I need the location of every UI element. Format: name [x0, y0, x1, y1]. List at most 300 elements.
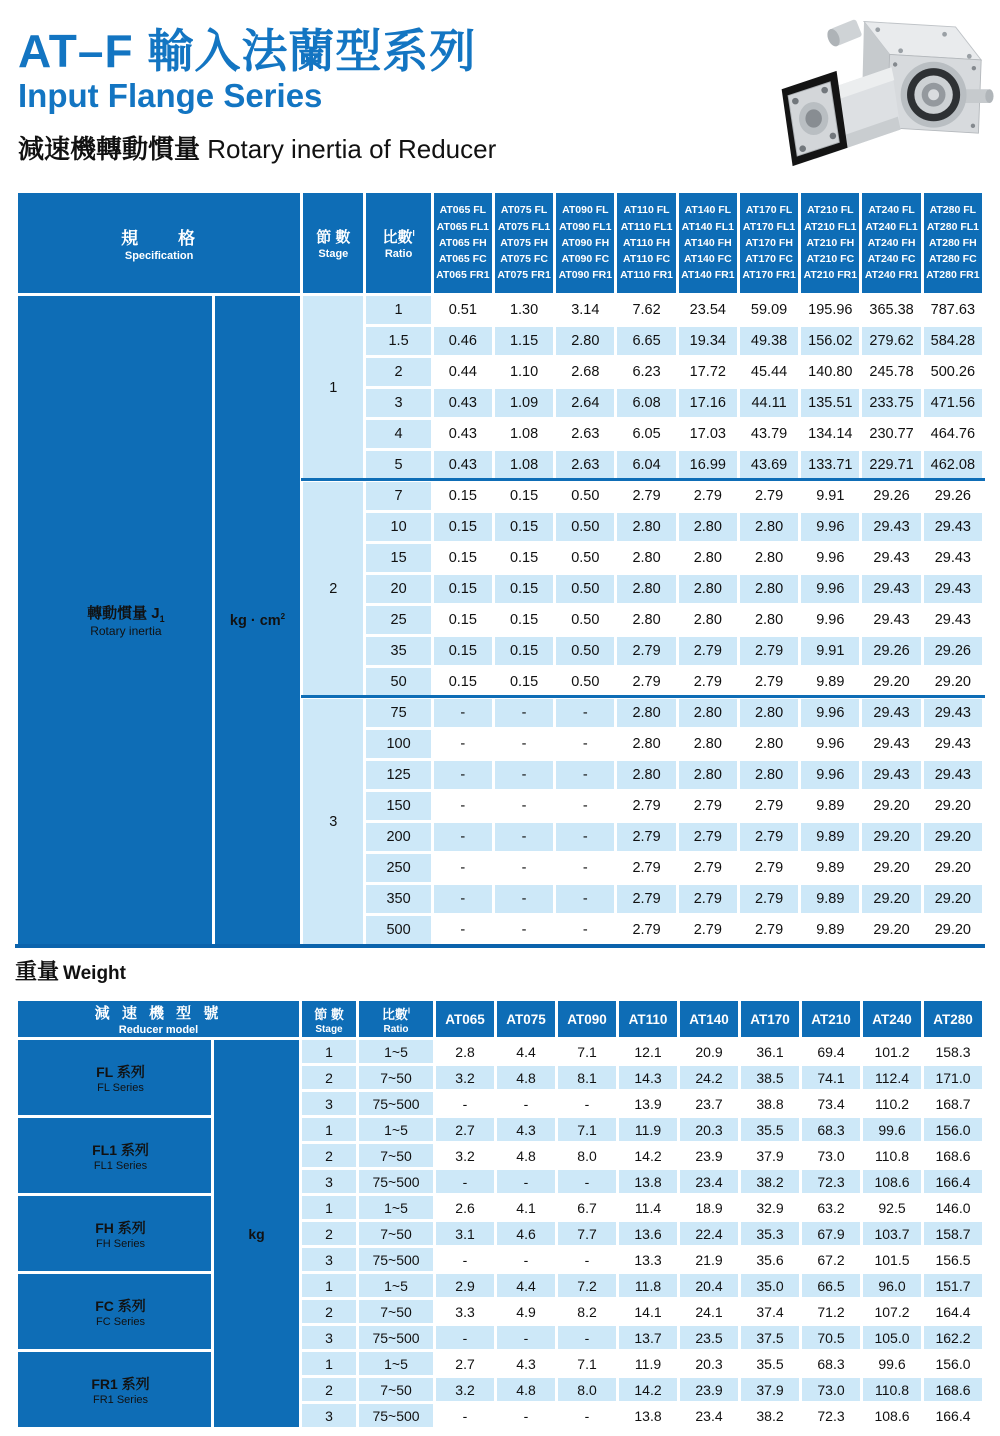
weight-value-cell: 7.1: [558, 1352, 616, 1375]
weight-value-cell: 68.3: [802, 1352, 860, 1375]
weight-title-en: Weight: [63, 963, 126, 984]
weight-row: [18, 1118, 982, 1141]
weight-value-cell: 146.0: [924, 1196, 982, 1219]
weight-value-cell: 3.2: [436, 1066, 494, 1089]
inertia-value-cell: 2.63: [556, 451, 614, 479]
weight-ratio-cell: 1~5: [359, 1118, 433, 1141]
inertia-value-cell: 2.80: [740, 730, 798, 758]
inertia-value-cell: 29.26: [924, 482, 982, 510]
weight-model-column-header: AT240: [863, 1001, 921, 1037]
inertia-value-cell: 7.62: [617, 296, 675, 324]
ratio-cell: 20: [366, 575, 430, 603]
weight-value-cell: 20.9: [680, 1040, 738, 1063]
weight-ratio-cell: 75~500: [359, 1326, 433, 1349]
weight-value-cell: 103.7: [863, 1222, 921, 1245]
model-column-header: [556, 193, 614, 293]
inertia-value-cell: 2.79: [740, 792, 798, 820]
weight-value-cell: 2.7: [436, 1118, 494, 1141]
weight-value-cell: 72.3: [802, 1170, 860, 1193]
weight-value-cell: 74.1: [802, 1066, 860, 1089]
ratio-cell: 250: [366, 854, 430, 882]
weight-value-cell: 4.4: [497, 1040, 555, 1063]
inertia-value-cell: 9.96: [801, 699, 859, 727]
inertia-value-cell: -: [556, 730, 614, 758]
inertia-value-cell: 2.80: [740, 513, 798, 541]
weight-value-cell: 7.1: [558, 1040, 616, 1063]
inertia-value-cell: 29.43: [924, 513, 982, 541]
inertia-value-cell: 2.79: [679, 668, 737, 696]
ratio-cell: 35: [366, 637, 430, 665]
weight-value-cell: 158.7: [924, 1222, 982, 1245]
model-variant-label: AT140 FR1: [681, 269, 735, 282]
weight-ratio-cell: 1~5: [359, 1040, 433, 1063]
model-variant-label: AT065 FR1: [436, 269, 490, 282]
inertia-value-cell: 2.63: [556, 420, 614, 448]
inertia-value-cell: 9.89: [801, 823, 859, 851]
model-variant-label: AT240 FL: [868, 204, 915, 217]
weight-model-column-header: AT075: [497, 1001, 555, 1037]
ratio-cell: 350: [366, 885, 430, 913]
page-header: [18, 26, 496, 166]
inertia-value-cell: 0.43: [434, 451, 492, 479]
weight-value-cell: -: [558, 1248, 616, 1271]
inertia-value-cell: 0.15: [495, 482, 553, 510]
inertia-value-cell: 2.79: [679, 482, 737, 510]
weight-value-cell: -: [558, 1092, 616, 1115]
inertia-value-cell: 9.96: [801, 575, 859, 603]
inertia-value-cell: 2.80: [740, 606, 798, 634]
inertia-value-cell: -: [556, 854, 614, 882]
model-variant-label: AT090 FH: [561, 236, 610, 249]
inertia-value-cell: 9.96: [801, 606, 859, 634]
weight-value-cell: 67.9: [802, 1222, 860, 1245]
inertia-value-cell: 29.20: [924, 668, 982, 696]
weight-value-cell: 2.7: [436, 1352, 494, 1375]
inertia-value-cell: 29.43: [924, 606, 982, 634]
weight-value-cell: 32.9: [741, 1196, 799, 1219]
inertia-value-cell: 156.02: [801, 327, 859, 355]
inertia-value-cell: 29.43: [924, 544, 982, 572]
inertia-value-cell: 2.79: [679, 885, 737, 913]
weight-value-cell: 156.0: [924, 1118, 982, 1141]
inertia-value-cell: 2.79: [679, 854, 737, 882]
inertia-value-cell: 1.30: [495, 296, 553, 324]
inertia-value-cell: 29.43: [862, 699, 920, 727]
weight-value-cell: 38.8: [741, 1092, 799, 1115]
model-variant-label: AT140 FC: [684, 253, 732, 266]
spec-header-zh: 規 格: [121, 229, 198, 248]
weight-value-cell: 4.8: [497, 1144, 555, 1167]
weight-unit-cell: kg: [214, 1040, 299, 1427]
weight-stage-header-en: Stage: [315, 1023, 343, 1035]
inertia-value-cell: 9.89: [801, 854, 859, 882]
weight-value-cell: 7.7: [558, 1222, 616, 1245]
inertia-value-cell: 0.15: [495, 668, 553, 696]
model-variant-label: AT110 FL: [623, 204, 670, 217]
rotary-inertia-label: [18, 296, 212, 944]
series-label-zh: FH 系列: [95, 1219, 146, 1236]
stage-header: [303, 193, 363, 293]
inertia-value-cell: 2.79: [679, 792, 737, 820]
weight-stage-cell: 2: [302, 1144, 356, 1167]
weight-value-cell: 38.2: [741, 1404, 799, 1427]
unit-superscript: 2: [280, 611, 286, 621]
inertia-value-cell: 2.79: [679, 823, 737, 851]
weight-model-column-header: AT140: [680, 1001, 738, 1037]
weight-value-cell: 108.6: [863, 1404, 921, 1427]
weight-value-cell: 35.0: [741, 1274, 799, 1297]
weight-value-cell: -: [497, 1326, 555, 1349]
weight-value-cell: 35.3: [741, 1222, 799, 1245]
reducer-model-header-zh: 減 速 機 型 號: [94, 1005, 223, 1022]
rotary-inertia-subscript: 1: [159, 614, 165, 624]
ratio-footnote-mark: I: [412, 229, 415, 238]
model-variant-label: AT280 FH: [929, 236, 977, 249]
subtitle-zh: 減速機轉動慣量: [18, 133, 201, 164]
inertia-value-cell: 2.80: [617, 606, 675, 634]
inertia-value-cell: 43.79: [740, 420, 798, 448]
model-column-header: [617, 193, 675, 293]
model-variant-label: AT065 FC: [439, 253, 487, 266]
inertia-value-cell: 45.44: [740, 358, 798, 386]
inertia-value-cell: 29.26: [862, 637, 920, 665]
inertia-value-cell: 17.16: [679, 389, 737, 417]
inertia-value-cell: 1.08: [495, 451, 553, 479]
model-column-header: [434, 193, 492, 293]
inertia-value-cell: 29.20: [924, 792, 982, 820]
model-variant-label: AT065 FH: [439, 236, 487, 249]
weight-value-cell: 35.5: [741, 1118, 799, 1141]
weight-ratio-cell: 75~500: [359, 1092, 433, 1115]
weight-value-cell: 92.5: [863, 1196, 921, 1219]
weight-value-cell: -: [436, 1404, 494, 1427]
inertia-value-cell: 2.80: [617, 575, 675, 603]
weight-ratio-cell: 7~50: [359, 1222, 433, 1245]
inertia-value-cell: 0.50: [556, 544, 614, 572]
inertia-value-cell: 2.80: [556, 327, 614, 355]
inertia-value-cell: 2.79: [740, 854, 798, 882]
weight-value-cell: 162.2: [924, 1326, 982, 1349]
model-variant-label: AT090 FC: [561, 253, 610, 266]
weight-value-cell: 6.7: [558, 1196, 616, 1219]
weight-ratio-cell: 1~5: [359, 1274, 433, 1297]
weight-value-cell: 36.1: [741, 1040, 799, 1063]
weight-value-cell: 23.7: [680, 1092, 738, 1115]
weight-value-cell: 23.4: [680, 1404, 738, 1427]
weight-value-cell: -: [558, 1404, 616, 1427]
weight-value-cell: 37.9: [741, 1144, 799, 1167]
inertia-value-cell: 135.51: [801, 389, 859, 417]
inertia-value-cell: -: [495, 730, 553, 758]
inertia-value-cell: 9.96: [801, 513, 859, 541]
model-variant-label: AT090 FR1: [558, 269, 613, 282]
ratio-cell: 500: [366, 916, 430, 944]
weight-value-cell: 14.3: [619, 1066, 677, 1089]
weight-stage-cell: 1: [302, 1118, 356, 1141]
model-variant-label: AT210 FH: [806, 236, 855, 249]
ratio-cell: 2: [366, 358, 430, 386]
weight-value-cell: 20.4: [680, 1274, 738, 1297]
weight-value-cell: 11.9: [619, 1118, 677, 1141]
inertia-value-cell: 365.38: [862, 296, 920, 324]
ratio-cell: 10: [366, 513, 430, 541]
inertia-value-cell: 0.15: [434, 575, 492, 603]
inertia-value-cell: -: [495, 823, 553, 851]
stage-cell: 2: [303, 482, 363, 696]
series-label-cell: [18, 1040, 211, 1115]
model-variant-label: AT065 FL: [439, 204, 487, 217]
weight-value-cell: 110.8: [863, 1378, 921, 1401]
weight-value-cell: 4.6: [497, 1222, 555, 1245]
series-label-cell: [18, 1118, 211, 1193]
inertia-value-cell: 29.43: [924, 761, 982, 789]
inertia-value-cell: 29.43: [862, 575, 920, 603]
weight-value-cell: 69.4: [802, 1040, 860, 1063]
series-label-cell: [18, 1196, 211, 1271]
weight-value-cell: 14.2: [619, 1378, 677, 1401]
spec-header-en: Specification: [124, 250, 194, 262]
weight-value-cell: 38.5: [741, 1066, 799, 1089]
inertia-value-cell: 3.14: [556, 296, 614, 324]
inertia-value-cell: 0.50: [556, 606, 614, 634]
weight-stage-cell: 3: [302, 1248, 356, 1271]
weight-value-cell: 164.4: [924, 1300, 982, 1323]
inertia-value-cell: 0.15: [495, 637, 553, 665]
inertia-value-cell: 0.15: [495, 544, 553, 572]
series-label-cell: [18, 1274, 211, 1349]
weight-value-cell: 23.4: [680, 1170, 738, 1193]
inertia-value-cell: 0.50: [556, 482, 614, 510]
weight-value-cell: 158.3: [924, 1040, 982, 1063]
model-variant-label: AT090 FL1: [559, 220, 612, 233]
weight-title-zh: 重量: [15, 959, 60, 984]
stage-cell: 3: [303, 699, 363, 944]
weight-value-cell: 168.6: [924, 1144, 982, 1167]
weight-ratio-cell: 1~5: [359, 1352, 433, 1375]
weight-value-cell: -: [497, 1092, 555, 1115]
weight-value-cell: 3.2: [436, 1144, 494, 1167]
weight-value-cell: 151.7: [924, 1274, 982, 1297]
inertia-value-cell: 2.80: [740, 761, 798, 789]
weight-table-wrapper: [15, 998, 985, 1428]
series-label-zh: FR1 系列: [91, 1375, 150, 1392]
inertia-value-cell: 2.79: [740, 637, 798, 665]
weight-value-cell: -: [497, 1248, 555, 1271]
model-variant-label: AT210 FL: [807, 204, 854, 217]
weight-value-cell: 2.9: [436, 1274, 494, 1297]
model-variant-label: AT110 FL1: [620, 220, 673, 233]
ratio-cell: 5: [366, 451, 430, 479]
weight-row: [18, 1352, 982, 1375]
inertia-value-cell: 233.75: [862, 389, 920, 417]
weight-value-cell: 7.2: [558, 1274, 616, 1297]
weight-ratio-header-en: Ratio: [383, 1023, 409, 1035]
weight-stage-cell: 2: [302, 1378, 356, 1401]
inertia-value-cell: 9.89: [801, 792, 859, 820]
weight-value-cell: 166.4: [924, 1170, 982, 1193]
stage2-3-separator: [301, 695, 985, 698]
inertia-value-cell: 0.15: [434, 513, 492, 541]
model-variant-label: AT140 FL: [684, 204, 732, 217]
inertia-value-cell: 0.15: [495, 513, 553, 541]
weight-value-cell: 22.4: [680, 1222, 738, 1245]
page-title-en: Input Flange Series: [18, 76, 323, 114]
model-variant-label: AT065 FL1: [436, 220, 489, 233]
inertia-value-cell: 29.20: [924, 854, 982, 882]
model-variant-label: AT110 FH: [623, 236, 671, 249]
inertia-value-cell: 2.80: [740, 575, 798, 603]
weight-value-cell: 11.8: [619, 1274, 677, 1297]
weight-model-column-header: AT210: [802, 1001, 860, 1037]
inertia-value-cell: 0.50: [556, 637, 614, 665]
weight-value-cell: 67.2: [802, 1248, 860, 1271]
inertia-value-cell: 471.56: [924, 389, 982, 417]
weight-value-cell: -: [497, 1404, 555, 1427]
ratio-cell: 15: [366, 544, 430, 572]
inertia-value-cell: 2.79: [617, 854, 675, 882]
series-label-en: FL1 Series: [93, 1159, 148, 1172]
inertia-value-cell: -: [434, 699, 492, 727]
weight-row: [18, 1040, 982, 1063]
inertia-value-cell: 2.80: [679, 606, 737, 634]
inertia-value-cell: 6.08: [617, 389, 675, 417]
model-variant-label: AT090 FL: [562, 204, 609, 217]
weight-value-cell: 66.5: [802, 1274, 860, 1297]
inertia-value-cell: 6.23: [617, 358, 675, 386]
inertia-value-cell: 29.20: [924, 885, 982, 913]
inertia-value-cell: 0.15: [434, 544, 492, 572]
rotary-inertia-table-wrapper: [15, 190, 985, 948]
stage-header-en: Stage: [318, 248, 349, 260]
page-title-zh: AT–F 輸入法蘭型系列: [18, 25, 477, 77]
inertia-value-cell: 2.79: [740, 823, 798, 851]
inertia-value-cell: 245.78: [862, 358, 920, 386]
weight-value-cell: 96.0: [863, 1274, 921, 1297]
inertia-value-cell: 29.20: [862, 854, 920, 882]
weight-value-cell: 8.2: [558, 1300, 616, 1323]
inertia-value-cell: 29.26: [862, 482, 920, 510]
inertia-value-cell: 2.80: [740, 699, 798, 727]
weight-stage-cell: 1: [302, 1196, 356, 1219]
inertia-value-cell: 0.43: [434, 420, 492, 448]
ratio-cell: 50: [366, 668, 430, 696]
model-variant-label: AT140 FH: [684, 236, 732, 249]
weight-value-cell: 63.2: [802, 1196, 860, 1219]
weight-header-row: [18, 1001, 982, 1037]
model-variant-label: AT140 FL1: [681, 220, 734, 233]
inertia-value-cell: 2.68: [556, 358, 614, 386]
inertia-value-cell: 0.15: [434, 668, 492, 696]
inertia-value-cell: -: [434, 792, 492, 820]
weight-ratio-footnote-mark: I: [407, 1006, 411, 1016]
inertia-value-cell: 464.76: [924, 420, 982, 448]
inertia-value-cell: 133.71: [801, 451, 859, 479]
weight-value-cell: 156.0: [924, 1352, 982, 1375]
weight-value-cell: 2.8: [436, 1040, 494, 1063]
inertia-value-cell: 29.43: [924, 699, 982, 727]
inertia-value-cell: 2.79: [617, 885, 675, 913]
model-variant-label: AT075 FL: [500, 204, 548, 217]
weight-value-cell: 23.9: [680, 1378, 738, 1401]
series-label-en: FC Series: [96, 1315, 145, 1328]
inertia-value-cell: 9.91: [801, 482, 859, 510]
weight-value-cell: 110.2: [863, 1092, 921, 1115]
inertia-value-cell: 9.96: [801, 730, 859, 758]
weight-ratio-cell: 7~50: [359, 1300, 433, 1323]
weight-value-cell: 110.8: [863, 1144, 921, 1167]
model-variant-label: AT075 FH: [500, 236, 548, 249]
weight-value-cell: 168.6: [924, 1378, 982, 1401]
model-variant-label: AT280 FC: [929, 253, 977, 266]
inertia-value-cell: 0.15: [495, 606, 553, 634]
series-label-zh: FL1 系列: [92, 1141, 149, 1158]
inertia-value-cell: 16.99: [679, 451, 737, 479]
weight-stage-cell: 2: [302, 1300, 356, 1323]
model-variant-label: AT075 FR1: [497, 269, 551, 282]
weight-value-cell: 73.0: [802, 1144, 860, 1167]
inertia-value-cell: 2.79: [617, 916, 675, 944]
inertia-value-cell: 2.80: [679, 699, 737, 727]
weight-value-cell: 8.0: [558, 1144, 616, 1167]
weight-value-cell: 11.4: [619, 1196, 677, 1219]
inertia-value-cell: 29.43: [862, 761, 920, 789]
ratio-header-zh: 比數: [382, 229, 413, 246]
series-label-en: FR1 Series: [92, 1393, 149, 1406]
inertia-value-cell: 229.71: [862, 451, 920, 479]
series-label-zh: FL 系列: [96, 1063, 145, 1080]
stage1-2-separator: [301, 478, 985, 481]
weight-value-cell: 72.3: [802, 1404, 860, 1427]
weight-value-cell: 105.0: [863, 1326, 921, 1349]
model-variant-label: AT170 FC: [745, 253, 793, 266]
weight-stage-cell: 3: [302, 1326, 356, 1349]
model-variant-label: AT170 FL1: [742, 220, 796, 233]
weight-ratio-cell: 1~5: [359, 1196, 433, 1219]
inertia-unit-cell: kg · $cm^2$: [215, 296, 300, 944]
weight-value-cell: 37.4: [741, 1300, 799, 1323]
weight-stage-cell: 3: [302, 1404, 356, 1427]
inertia-value-cell: 1.15: [495, 327, 553, 355]
weight-value-cell: 4.8: [497, 1378, 555, 1401]
weight-ratio-header-zh: 比數: [381, 1006, 408, 1022]
model-variant-label: AT280 FR1: [926, 269, 980, 282]
weight-value-cell: 13.9: [619, 1092, 677, 1115]
inertia-row: [18, 296, 982, 324]
inertia-value-cell: 29.20: [924, 823, 982, 851]
ratio-cell: 75: [366, 699, 430, 727]
weight-model-column-header: AT170: [741, 1001, 799, 1037]
weight-value-cell: 37.5: [741, 1326, 799, 1349]
inertia-value-cell: -: [434, 885, 492, 913]
inertia-value-cell: 1.09: [495, 389, 553, 417]
rotary-inertia-label-zh: 轉動慣量 $J_1$: [87, 605, 165, 624]
inertia-value-cell: 2.79: [740, 668, 798, 696]
series-label-cell: [18, 1352, 211, 1427]
subtitle-en: Rotary inertia of Reducer: [200, 133, 497, 164]
ratio-cell: 200: [366, 823, 430, 851]
weight-value-cell: 168.7: [924, 1092, 982, 1115]
series-label-en: FH Series: [96, 1237, 145, 1250]
weight-value-cell: 2.6: [436, 1196, 494, 1219]
weight-value-cell: 99.6: [863, 1352, 921, 1375]
weight-model-column-header: AT090: [558, 1001, 616, 1037]
weight-value-cell: 35.5: [741, 1352, 799, 1375]
inertia-value-cell: 140.80: [801, 358, 859, 386]
model-variant-label: AT110 FR1: [620, 269, 674, 282]
inertia-value-cell: 9.89: [801, 885, 859, 913]
inertia-value-cell: 1.10: [495, 358, 553, 386]
weight-value-cell: 13.3: [619, 1248, 677, 1271]
